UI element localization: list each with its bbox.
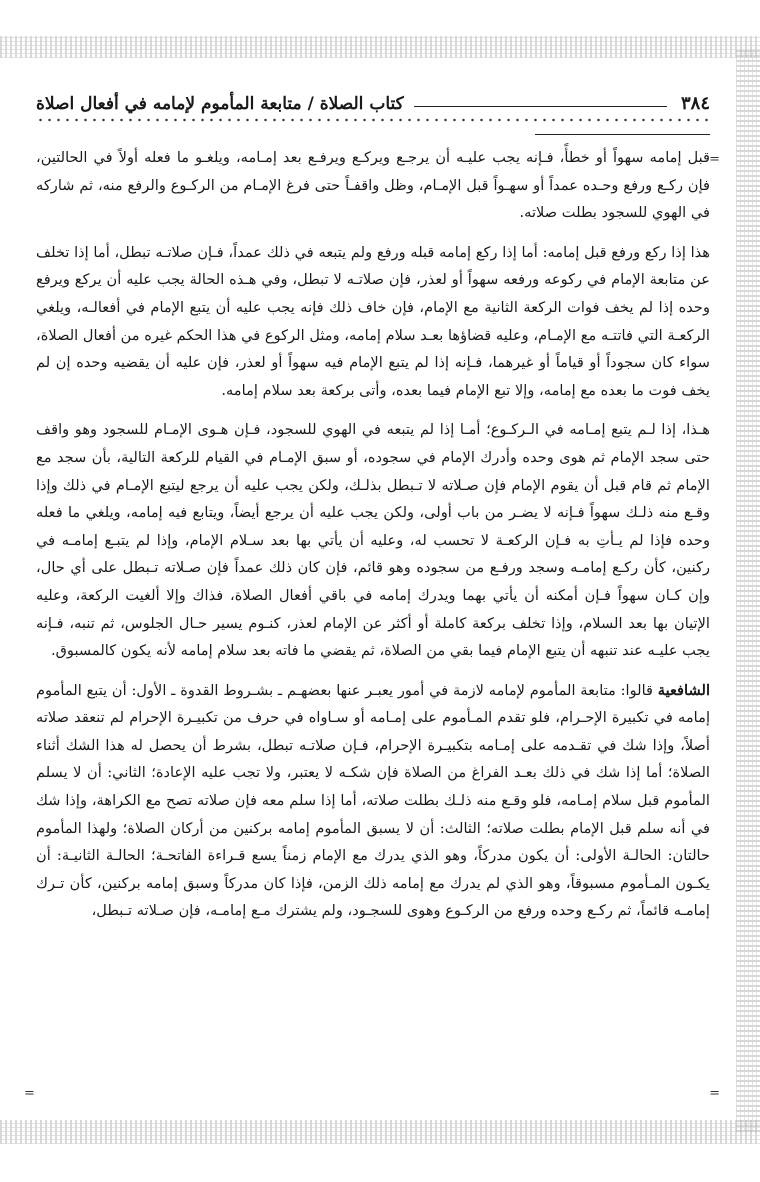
- decorative-border-right: [736, 50, 760, 1132]
- footnote-body: [36, 144, 710, 925]
- page-header: [36, 84, 710, 114]
- continuation-mark-top: =: [709, 152, 720, 167]
- paragraph-text: قبل إمامه سهواً أو خطأً، فـإنه يجب عليـه أن يرجـع ويركـع ويرفـع بعد إمـامه، ويلغـو ما فعله أولاً في الحالتين، فإن ركـع ورفع وحـده عمداً أو سهـواً قبل الإمـام، وظل واقفـاً حتى فرغ الإمـام من الركـوع والرفع منه، ثم شاركه في الهوي للسجود بطلت صلاته.: [36, 149, 710, 222]
- paragraph-text: قالوا: متابعة المأموم لإمامه لازمة في أمور يعبـر عنها بعضهـم ـ بشـروط القدوة ـ الأول: أن يتبع المأموم إمامه في تكبيرة الإحـرام، فلو تقدم المـأموم على إمـامه أو سـاواه في حرف من تكبيـرة الإحرام لم تنعقد صلاته أصلاً، وإذا شك في تقـدمه على إمـامه بتكبيـرة الإحرام، فـإن صلاتـه تبطل، بشرط أن يحصل له هذا الشك أثناء الصلاة؛ أما إذا شك في ذلك بعـد الفراغ من الصلاة فإن شكـه لا يعتبر، ولا تجب عليه الإعادة؛ الثاني: أن لا يسلم المأموم قبل سلام إمـامه، فلو وقـع منه ذلـك بطلت صلاته، أما إذا سلم معه فإن صلاته تصح مع الكراهة، وإذا شك في أنه سلم قبل الإمام بطلت صلاته؛ الثالث: أن لا يسبق المأموم إمامه بركنين من أركان الصلاة؛ ولهذا المأموم حالتان: الحالـة الأولى: أن يكون مدركاً، وهو الذي يدرك مع الإمام زمناً يسع قـراءة الفاتحـة؛ الحالـة الثانيـة: أن يكـون المـأموم مسبوقاً، وهو الذي لم يدرك مع إمامه ذلك الزمن، فإذا كان مدركاً وسبق إمامه بركنين، كأن تـرك إمامـه قائماً، ثم ركـع وحده ورفع من الركـوع وهوى للسجـود، ولم يشترك مـع إمامـه، فإن صـلاته تـبطل،: [36, 681, 710, 920]
- paragraph: [36, 416, 710, 664]
- school-name: الشافعية: [657, 681, 710, 699]
- paragraph: [36, 677, 710, 925]
- decorative-border-top: [0, 36, 760, 58]
- paragraph-text: هـذا، إذا لـم يتبع إمـامه في الـركـوع؛ أمـا إذا لم يتبعه في الهوي للسجود، فـإن هـوى الإمـام للسجود وهو واقف حتى سجد الإمام ثم هوى وحده وأدرك الإمام في سجوده، أو سبق الإمـام في القيام للركعة التالية، بأن سجد مع الإمام ثم قام قبل أن يقوم الإمام فإن صـلاته لا تـبطل بذلـك، ولكن يجب عليه أن يرجع ليتبع الإمـام في ذلك وإذا وقـع منه ذلـك سهواً فـإنه لا يضـر من باب أولى، ولكن يجب عليه أن يرجع أيضاً، ويتابع فيه إمامه، ويلغي ما فعله وحده فإذا لم يـأتِ به فـإن الركعـة لا تحسب له، وعليه أن يأتي بها بعد سـلام الإمام، وإذا لم يتبـع إمامـه في ركنين، كأن ركـع إمامـه وسجد ورفـع من سجوده وهو قائم، فإن كان ذلك عمداً فإن صـلاته تـبطل على أي حال، وإن كـان سهواً فـإن أمكنه أن يأتي بهما ويدرك إمامه في باقي أفعال الصلاة، فذاك وإلا ألغيت الركعة، وعليه الإتيان بها بعد السلام، وإذا تخلف بركعة كاملة أو أكثر عن الإمام لعذر، كنـوم يسير حـال الجلوس، ثم تنبه، فـإنه يجب عليـه عند تنبهه أن يتبع الإمام فيما بقي من الصلاة، ثم يقضي ما فاته بعد سلام إمامه لأنه يكون كالمسبوق.: [36, 421, 710, 660]
- continuation-mark-bottom-left: =: [24, 1086, 35, 1101]
- paragraph-text: هذا إذا ركع ورفع قبل إمامه: أما إذا ركع إمامه قبله ورفع ولم يتبعه في ذلك عمداً، فـإن صلاتـه تبطل، أما إذا تخلف عن متابعة الإمام في ركوعه ورفعه سهواً أو لعذر، فإن صلاتـه لا تبطل، وفي هـذه الحالة يجب عليه أن يركع ويرفع وحده إذا لم يخف فوات الركعة الثانية مع الإمام، فإن خاف ذلك فإنه يجب عليه أن يتبع الإمام في أفعالـه، ويلغي الركعـة التي فاتتـه مع الإمـام، وعليه قضاؤها بعـد سلام إمامه، ومثل الركوع في هذا الحكم غيره من أفعال الصلاة، سواء كان سجوداً أو قياماً أو غيرهما، فـإنه إذا لم يتبع الإمام فيه سهواً أو لعذر، فإن عليه أن يقضيه وحده إن لم يخف فوت ما بعده مع إمامه، وإلا تبع الإمام فيما بعده، وأتى بركعة بعد سلام إمامه.: [36, 243, 710, 399]
- paragraph: [36, 144, 710, 227]
- running-title: كتاب الصلاة / متابعة المأموم لإمامه في أفعال اصلاة: [36, 94, 404, 114]
- page-number: ٣٨٤: [680, 93, 710, 114]
- dotted-separator: [36, 118, 710, 122]
- continuation-mark-bottom-right: =: [709, 1086, 720, 1101]
- decorative-border-bottom: [0, 1120, 760, 1144]
- footnote-rule: [535, 134, 710, 135]
- paragraph: [36, 239, 710, 405]
- header-rule: [414, 106, 667, 107]
